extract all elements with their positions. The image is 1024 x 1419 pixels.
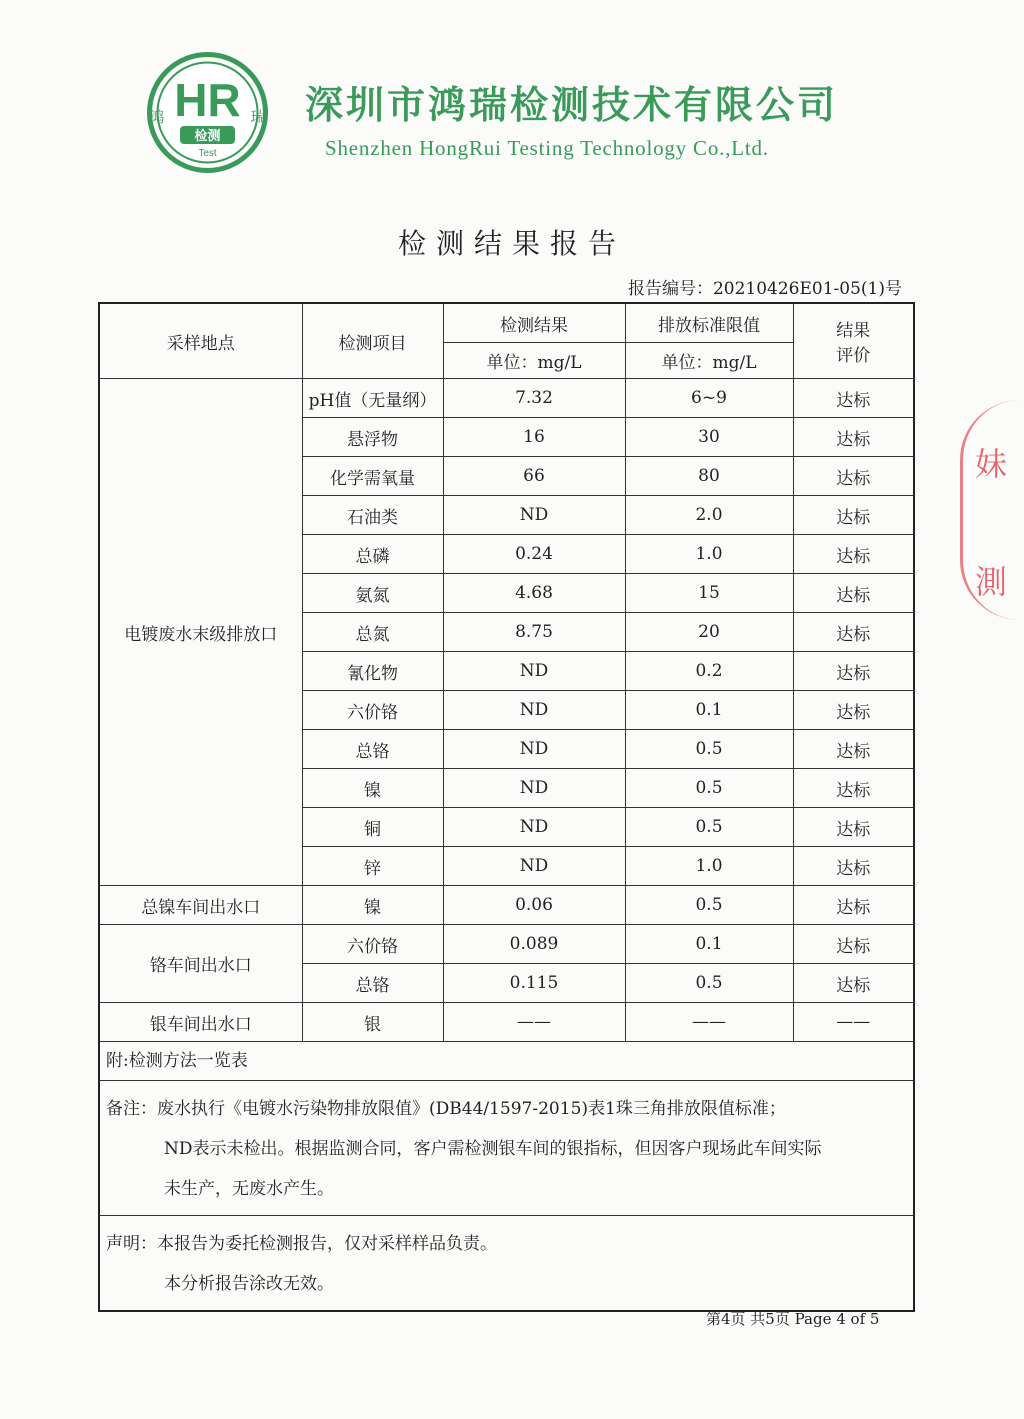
header-evaluation — [793, 303, 914, 379]
result-evaluation: 达标 — [793, 457, 914, 496]
result-evaluation: 达标 — [793, 886, 914, 925]
test-item: pH值（无量纲） — [302, 379, 443, 418]
test-result: ND — [443, 691, 625, 730]
logo-right-char: 瑞 — [250, 108, 266, 126]
result-evaluation: 达标 — [793, 535, 914, 574]
statement-note — [99, 1216, 914, 1312]
standard-limit: 1.0 — [625, 535, 793, 574]
test-result: 7.32 — [443, 379, 625, 418]
table-row — [99, 925, 914, 964]
test-result: —— — [443, 1003, 625, 1042]
test-result: 0.24 — [443, 535, 625, 574]
seal-stamp — [975, 405, 1007, 641]
result-evaluation: 达标 — [793, 418, 914, 457]
test-result: ND — [443, 730, 625, 769]
test-item: 氨氮 — [302, 574, 443, 613]
remark-line-3: 未生产，无废水产生。 — [164, 1179, 334, 1199]
result-evaluation: 达标 — [793, 379, 914, 418]
test-item: 镍 — [302, 886, 443, 925]
report-title: 检测结果报告 — [397, 227, 626, 260]
statement-label: 声明： — [106, 1234, 157, 1254]
test-result: ND — [443, 808, 625, 847]
page-footer: 第4页 共5页 Page 4 of 5 — [706, 1310, 880, 1328]
table-row — [99, 379, 914, 418]
standard-limit: 2.0 — [625, 496, 793, 535]
test-result: ND — [443, 652, 625, 691]
result-evaluation: 达标 — [793, 847, 914, 886]
test-result: 66 — [443, 457, 625, 496]
company-name-en: Shenzhen HongRui Testing Technology Co.,Ltd. — [325, 136, 769, 160]
result-evaluation: 达标 — [793, 496, 914, 535]
test-item: 银 — [302, 1003, 443, 1042]
sampling-location: 总镍车间出水口 — [99, 886, 302, 925]
test-item: 铜 — [302, 808, 443, 847]
remark-line-2: ND表示未检出。根据监测合同，客户需检测银车间的银指标，但因客户现场此车间实际 — [164, 1139, 822, 1159]
test-item: 六价铬 — [302, 925, 443, 964]
standard-limit: 6~9 — [625, 379, 793, 418]
header-location: 采样地点 — [99, 303, 302, 379]
remark-note — [99, 1081, 914, 1216]
test-result: 16 — [443, 418, 625, 457]
test-item: 总铬 — [302, 730, 443, 769]
logo-letters: HR — [174, 74, 241, 126]
test-result: 4.68 — [443, 574, 625, 613]
test-result: 0.115 — [443, 964, 625, 1003]
header-result: 检测结果 — [443, 303, 625, 343]
statement-line-1: 本报告为委托检测报告，仅对采样样品负责。 — [157, 1234, 497, 1254]
standard-limit: 0.2 — [625, 652, 793, 691]
header-result-unit: 单位：mg/L — [443, 343, 625, 379]
header-limit: 排放标准限值 — [625, 303, 793, 343]
test-item: 氰化物 — [302, 652, 443, 691]
sampling-location: 铬车间出水口 — [99, 925, 302, 1003]
standard-limit: 0.5 — [625, 886, 793, 925]
report-number: 报告编号：20210426E01-05(1)号 — [627, 279, 902, 299]
standard-limit: —— — [625, 1003, 793, 1042]
test-item: 化学需氧量 — [302, 457, 443, 496]
test-result: 0.06 — [443, 886, 625, 925]
seal-stamp-char-2: 測 — [975, 563, 1008, 601]
result-evaluation: 达标 — [793, 613, 914, 652]
result-evaluation: 达标 — [793, 730, 914, 769]
company-logo — [145, 50, 270, 175]
result-evaluation: 达标 — [793, 652, 914, 691]
logo-band-text: 检测 — [194, 129, 221, 144]
standard-limit: 0.1 — [625, 925, 793, 964]
test-item: 六价铬 — [302, 691, 443, 730]
result-evaluation: 达标 — [793, 808, 914, 847]
test-result: ND — [443, 769, 625, 808]
header-evaluation-line2: 评价 — [836, 346, 871, 366]
test-item: 锌 — [302, 847, 443, 886]
logo-sub-text: Test — [198, 148, 217, 159]
appendix-note: 附:检测方法一览表 — [99, 1042, 914, 1081]
logo-left-char: 鸿 — [149, 108, 165, 126]
test-item: 镍 — [302, 769, 443, 808]
test-result: ND — [443, 847, 625, 886]
table-row — [99, 886, 914, 925]
result-evaluation: 达标 — [793, 691, 914, 730]
results-table — [98, 302, 915, 1312]
standard-limit: 0.5 — [625, 808, 793, 847]
statement-line-2: 本分析报告涂改无效。 — [164, 1274, 334, 1294]
table-row — [99, 1003, 914, 1042]
test-result: ND — [443, 496, 625, 535]
standard-limit: 0.5 — [625, 730, 793, 769]
test-result: 8.75 — [443, 613, 625, 652]
standard-limit: 0.1 — [625, 691, 793, 730]
header-limit-unit: 单位：mg/L — [625, 343, 793, 379]
standard-limit: 80 — [625, 457, 793, 496]
company-name-cn: 深圳市鸿瑞检测技术有限公司 — [305, 83, 839, 127]
result-evaluation: 达标 — [793, 574, 914, 613]
header-item: 检测项目 — [302, 303, 443, 379]
result-evaluation: 达标 — [793, 964, 914, 1003]
remark-label: 备注： — [106, 1099, 157, 1119]
remark-line-1: 废水执行《电镀水污染物排放限值》(DB44/1597-2015)表1珠三角排放限值标准； — [157, 1099, 786, 1119]
result-evaluation: 达标 — [793, 925, 914, 964]
standard-limit: 30 — [625, 418, 793, 457]
test-item: 总氮 — [302, 613, 443, 652]
test-item: 总磷 — [302, 535, 443, 574]
sampling-location: 银车间出水口 — [99, 1003, 302, 1042]
result-evaluation: 达标 — [793, 769, 914, 808]
standard-limit: 1.0 — [625, 847, 793, 886]
test-item: 总铬 — [302, 964, 443, 1003]
standard-limit: 20 — [625, 613, 793, 652]
test-result: 0.089 — [443, 925, 625, 964]
sampling-location: 电镀废水末级排放口 — [99, 379, 302, 886]
standard-limit: 0.5 — [625, 769, 793, 808]
test-item: 悬浮物 — [302, 418, 443, 457]
header-evaluation-line1: 结果 — [836, 321, 871, 341]
seal-stamp-char-1: 妹 — [975, 445, 1008, 483]
standard-limit: 15 — [625, 574, 793, 613]
standard-limit: 0.5 — [625, 964, 793, 1003]
test-item: 石油类 — [302, 496, 443, 535]
result-evaluation: —— — [793, 1003, 914, 1042]
